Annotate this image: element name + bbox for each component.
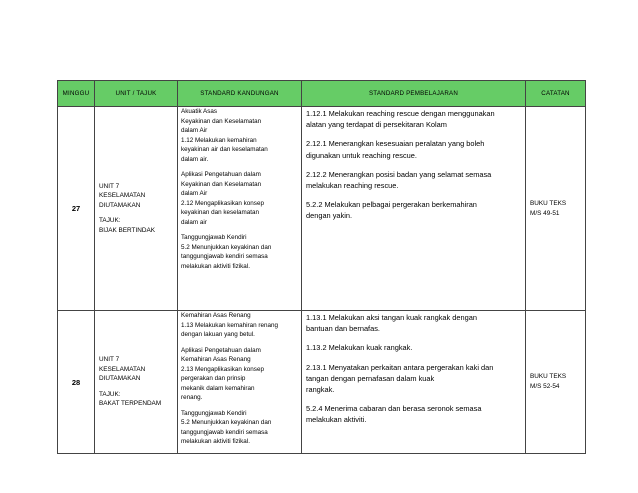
standard-pembelajaran-line: 5.2.4 Menerima cabaran dan berasa seronok semasa [306, 404, 482, 414]
standard-pembelajaran-line: 2.12.1 Menerangkan kesesuaian peralatan yang boleh [306, 139, 485, 149]
standard-kandungan-line: Tanggungjawab Kendiri [181, 234, 247, 241]
header-standard-pembelajaran: STANDARD PEMBELAJARAN [302, 81, 526, 107]
unit-line: TAJUK: [99, 217, 121, 225]
standard-pembelajaran-line [306, 130, 521, 138]
standard-pembelajaran-line [306, 191, 521, 199]
standard-pembelajaran-line: 1.13.1 Melakukan aksi tangan kuak rangkak dengan [306, 313, 477, 322]
standard-kandungan-line: renang. [181, 394, 203, 401]
standard-kandungan-line: pergerakan dan prinsip [181, 375, 246, 382]
header-unit-tajuk: UNIT / TAJUK [95, 81, 178, 107]
standard-kandungan-line: Keyakinan dan Keselamatan [181, 180, 262, 188]
standard-kandungan-line: Kemahiran Asas Renang [181, 312, 251, 319]
unit-line: BAKAT TERPENDAM [99, 400, 162, 408]
standard-kandungan-line: keyakinan air dan keselamatan [181, 146, 268, 153]
standard-pembelajaran-line [306, 354, 521, 362]
minggu-cell: 28 [58, 311, 95, 454]
standard-kandungan-line: tanggungjawab kendiri semasa [181, 428, 268, 436]
standard-kandungan-line: Kemahiran Asas Renang [181, 356, 251, 363]
header-minggu: MINGGU [58, 81, 95, 107]
standard-kandungan-line: 5.2 Menunjukkan keyakinan dan [181, 243, 272, 251]
standard-pembelajaran-cell [302, 107, 526, 311]
standard-pembelajaran-line [306, 334, 521, 342]
standard-pembelajaran-line: bantuan dan bernafas. [306, 324, 380, 334]
unit-tajuk-cell [95, 311, 178, 454]
standard-pembelajaran-line: 1.12.1 Melakukan reaching rescue dengan menggunakan [306, 109, 495, 118]
standard-kandungan-line: Aplikasi Pengetahuan dalam [181, 346, 261, 354]
standard-pembelajaran-line: digunakan untuk reaching rescue. [306, 150, 417, 160]
standard-kandungan-line: mekanik dalam kemahiran [181, 384, 255, 392]
table-header-row [58, 81, 586, 107]
lesson-plan-table [57, 80, 586, 454]
standard-kandungan-line: dalam Air [181, 127, 208, 134]
standard-kandungan-line: tanggungjawab kendiri semasa [181, 253, 268, 260]
catatan-line: BUKU TEKS [530, 199, 567, 207]
unit-line: UNIT 7 [99, 182, 120, 190]
unit-line: KESELAMATAN [99, 192, 146, 200]
standard-pembelajaran-line: alatan yang terdapat di persekitaran Kolam [306, 120, 447, 130]
standard-pembelajaran-line: rangkak. [306, 385, 335, 395]
header-standard-kandungan: STANDARD KANDUNGAN [178, 81, 302, 107]
standard-kandungan-cell [178, 107, 302, 311]
minggu-cell: 27 [58, 107, 95, 311]
standard-pembelajaran-line: melakukan aktiviti. [306, 415, 367, 425]
catatan-cell [526, 107, 586, 311]
standard-kandungan-line: 1.13 Melakukan kemahiran renang [181, 321, 278, 329]
standard-kandungan-line: 1.12 Melakukan kemahiran [181, 136, 257, 144]
unit-line: DIUTAMAKAN [99, 201, 141, 209]
standard-pembelajaran-line: 5.2.2 Melakukan pelbagai pergerakan berkemahiran [306, 200, 477, 210]
unit-line: KESELAMATAN [99, 365, 146, 373]
standard-pembelajaran-line: melakukan reaching rescue. [306, 181, 399, 191]
unit-line: BIJAK BERTINDAK [99, 226, 155, 234]
catatan-cell [526, 311, 586, 454]
standard-kandungan-line: 2.13 Mengaplikasikan konsep [181, 365, 264, 373]
standard-kandungan-line: Tanggungjawab Kendiri [181, 409, 247, 417]
unit-tajuk-cell [95, 107, 178, 311]
standard-kandungan-line: Keyakinan dan Keselamatan [181, 117, 262, 125]
standard-pembelajaran-line: 2.13.1 Menyatakan perkaitan antara pergerakan kaki dan [306, 362, 494, 372]
standard-pembelajaran-cell [302, 311, 526, 454]
standard-kandungan-line: dalam air [181, 218, 207, 226]
standard-kandungan-line: dalam Air [181, 190, 208, 197]
standard-pembelajaran-line: tangan dengan pernafasan dalam kuak [306, 373, 435, 383]
standard-pembelajaran-line [306, 395, 521, 403]
unit-line: TAJUK: [99, 390, 121, 398]
standard-pembelajaran-line: dengan yakin. [306, 211, 353, 221]
catatan-line: M/S 52-54 [530, 383, 560, 390]
unit-line: UNIT 7 [99, 356, 120, 364]
standard-kandungan-line: 2.12 Mengaplikasikan konsep [181, 199, 264, 207]
standard-kandungan-line: melakukan aktiviti fizikal. [181, 262, 250, 270]
standard-kandungan-line: melakukan aktiviti fizikal. [181, 438, 250, 445]
standard-pembelajaran-line: 2.12.2 Menerangkan posisi badan yang selamat semasa [306, 169, 492, 179]
standard-pembelajaran-line [306, 161, 521, 169]
standard-kandungan-line: dalam air. [181, 155, 209, 163]
standard-kandungan-line: dengan lakuan yang betul. [181, 331, 255, 338]
header-catatan: CATATAN [526, 81, 586, 107]
standard-kandungan-line: 5.2 Menunjukkan keyakinan dan [181, 419, 272, 426]
table-row [58, 107, 586, 311]
standard-pembelajaran-line: 1.13.2 Melakukan kuak rangkak. [306, 343, 413, 353]
standard-kandungan-line: keyakinan dan keselamatan [181, 209, 260, 216]
table-row [58, 311, 586, 454]
standard-kandungan-line: Akuatik Asas [181, 108, 218, 115]
catatan-line: BUKU TEKS [530, 373, 567, 381]
standard-kandungan-cell [178, 311, 302, 454]
unit-line: DIUTAMAKAN [99, 375, 141, 383]
catatan-line: M/S 49-51 [530, 209, 560, 217]
standard-kandungan-line: Aplikasi Pengetahuan dalam [181, 171, 261, 178]
